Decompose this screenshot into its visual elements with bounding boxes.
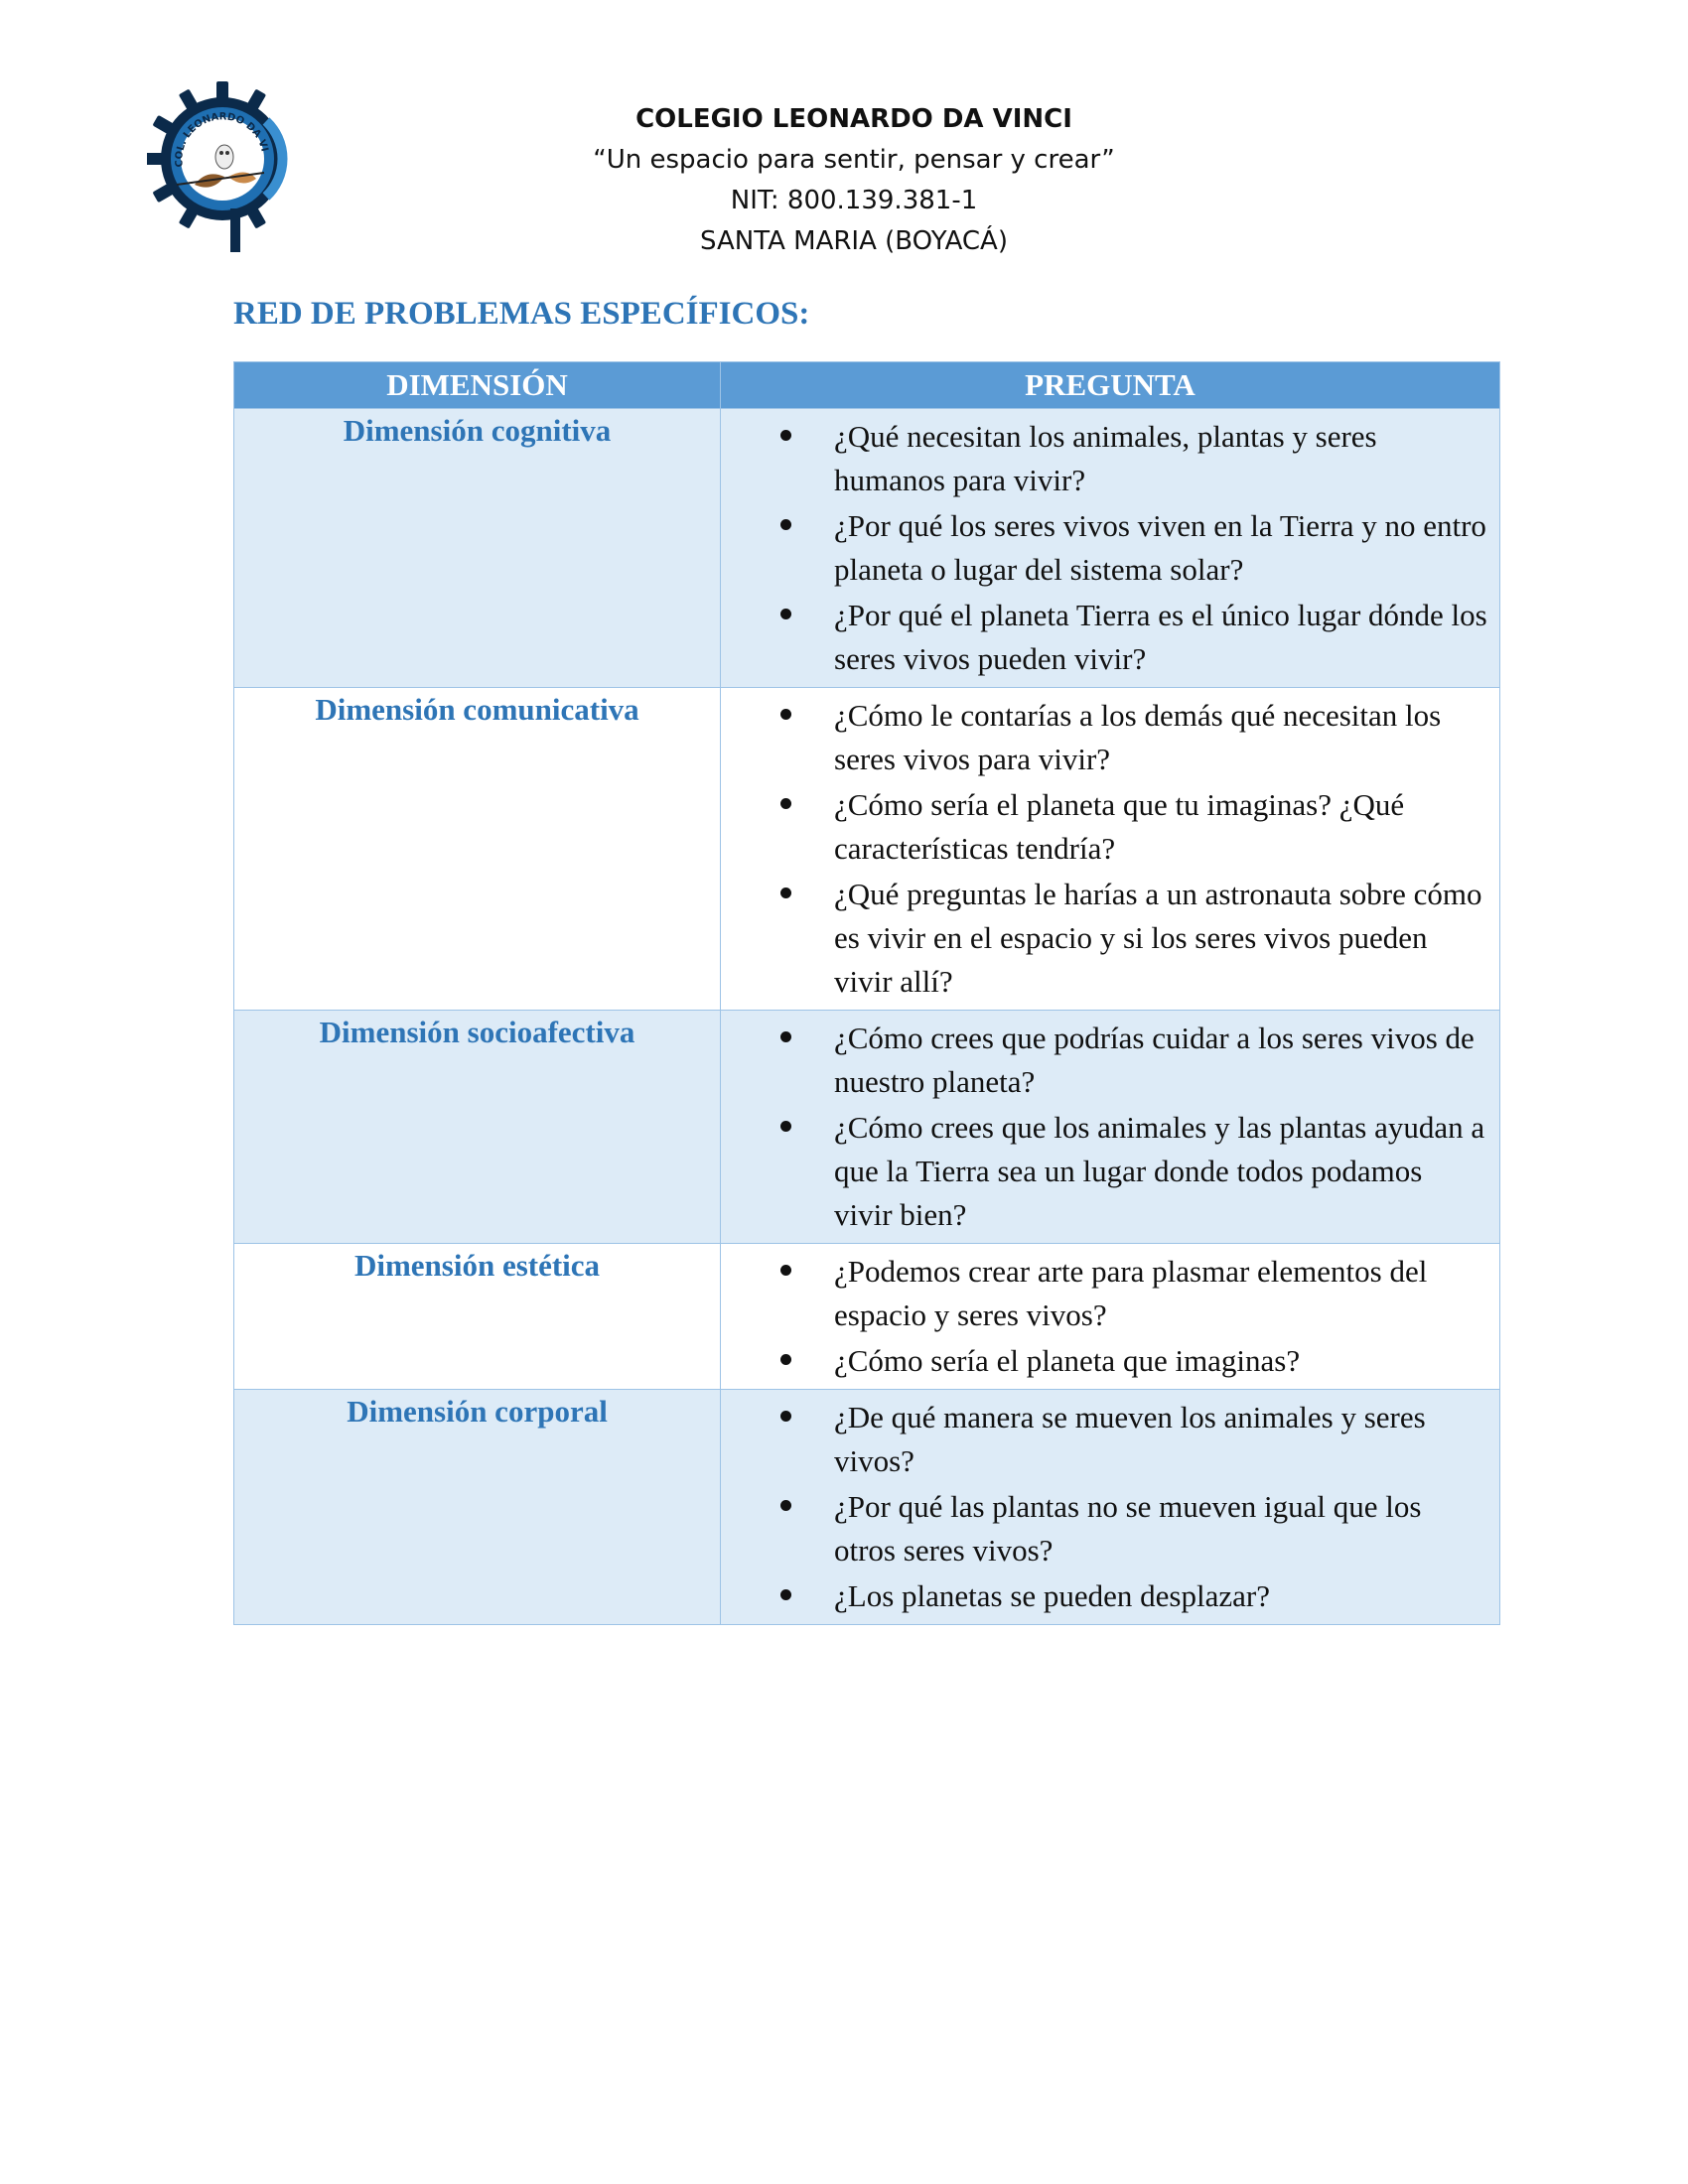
table-row: [234, 1011, 1500, 1244]
letterhead: [496, 99, 1211, 262]
bullet-icon: [780, 1031, 791, 1042]
question-cell: [721, 1390, 1500, 1625]
question-list: [721, 409, 1499, 687]
dimension-cell: Dimensión cognitiva: [234, 409, 721, 688]
list-item: ¿Por qué los seres vivos viven en la Tierra y no entro planeta o lugar del sistema solar?: [721, 504, 1487, 592]
question-list: [721, 1390, 1499, 1624]
dimension-cell: Dimensión corporal: [234, 1390, 721, 1625]
list-item: ¿Cómo crees que los animales y las plantas ayudan a que la Tierra sea un lugar donde todos podamos vivir bien?: [721, 1106, 1487, 1237]
school-motto: “Un espacio para sentir, pensar y crear”: [593, 145, 1115, 175]
question-list: [721, 1011, 1499, 1243]
table-row: [234, 688, 1500, 1011]
question-cell: [721, 688, 1500, 1011]
bullet-icon: [780, 519, 791, 530]
list-item: ¿Por qué el planeta Tierra es el único lugar dónde los seres vivos pueden vivir?: [721, 594, 1487, 681]
question-list: [721, 688, 1499, 1010]
question-cell: [721, 1011, 1500, 1244]
school-logo: [147, 81, 298, 252]
dimension-cell: Dimensión estética: [234, 1244, 721, 1390]
list-item: ¿Cómo sería el planeta que tu imaginas? ¿Qué características tendría?: [721, 783, 1487, 871]
bullet-icon: [780, 1354, 791, 1365]
table-row: [234, 1244, 1500, 1390]
list-item: ¿Los planetas se pueden desplazar?: [721, 1574, 1487, 1618]
bullet-icon: [780, 1411, 791, 1422]
bullet-icon: [780, 1121, 791, 1132]
bullet-icon: [780, 798, 791, 809]
question-list: [721, 1244, 1499, 1389]
dimension-cell: Dimensión socioafectiva: [234, 1011, 721, 1244]
list-item: ¿Qué necesitan los animales, plantas y seres humanos para vivir?: [721, 415, 1487, 502]
school-logo-icon: [147, 81, 298, 252]
svg-text:COL. LEONARDO DA VINCI: COL. LEONARDO DA VI: [174, 111, 270, 168]
list-item: ¿Por qué las plantas no se mueven igual que los otros seres vivos?: [721, 1485, 1487, 1572]
list-item: ¿Qué preguntas le harías a un astronauta sobre cómo es vivir en el espacio y si los seres vivos pueden vivir allí?: [721, 873, 1487, 1004]
column-header-question: PREGUNTA: [721, 362, 1500, 409]
question-cell: [721, 409, 1500, 688]
school-nit: NIT: 800.139.381-1: [730, 186, 978, 215]
section-title: RED DE PROBLEMAS ESPECÍFICOS:: [233, 296, 810, 332]
school-name: COLEGIO LEONARDO DA VINCI: [635, 104, 1072, 134]
bullet-icon: [780, 609, 791, 619]
table-header-row: [234, 362, 1500, 409]
column-header-dimension: DIMENSIÓN: [234, 362, 721, 409]
bullet-icon: [780, 709, 791, 720]
list-item: ¿Cómo le contarías a los demás qué necesitan los seres vivos para vivir?: [721, 694, 1487, 781]
list-item: ¿Cómo sería el planeta que imaginas?: [721, 1339, 1487, 1383]
problems-table: [233, 361, 1500, 1625]
bullet-icon: [780, 1265, 791, 1276]
table-row: [234, 1390, 1500, 1625]
bullet-icon: [780, 1589, 791, 1600]
bullet-icon: [780, 887, 791, 898]
school-location: SANTA MARIA (BOYACÁ): [700, 226, 1008, 256]
list-item: ¿Podemos crear arte para plasmar elementos del espacio y seres vivos?: [721, 1250, 1487, 1337]
table-row: [234, 409, 1500, 688]
bullet-icon: [780, 430, 791, 441]
list-item: ¿De qué manera se mueven los animales y seres vivos?: [721, 1396, 1487, 1483]
dimension-cell: Dimensión comunicativa: [234, 688, 721, 1011]
question-cell: [721, 1244, 1500, 1390]
bullet-icon: [780, 1500, 791, 1511]
list-item: ¿Cómo crees que podrías cuidar a los seres vivos de nuestro planeta?: [721, 1017, 1487, 1104]
